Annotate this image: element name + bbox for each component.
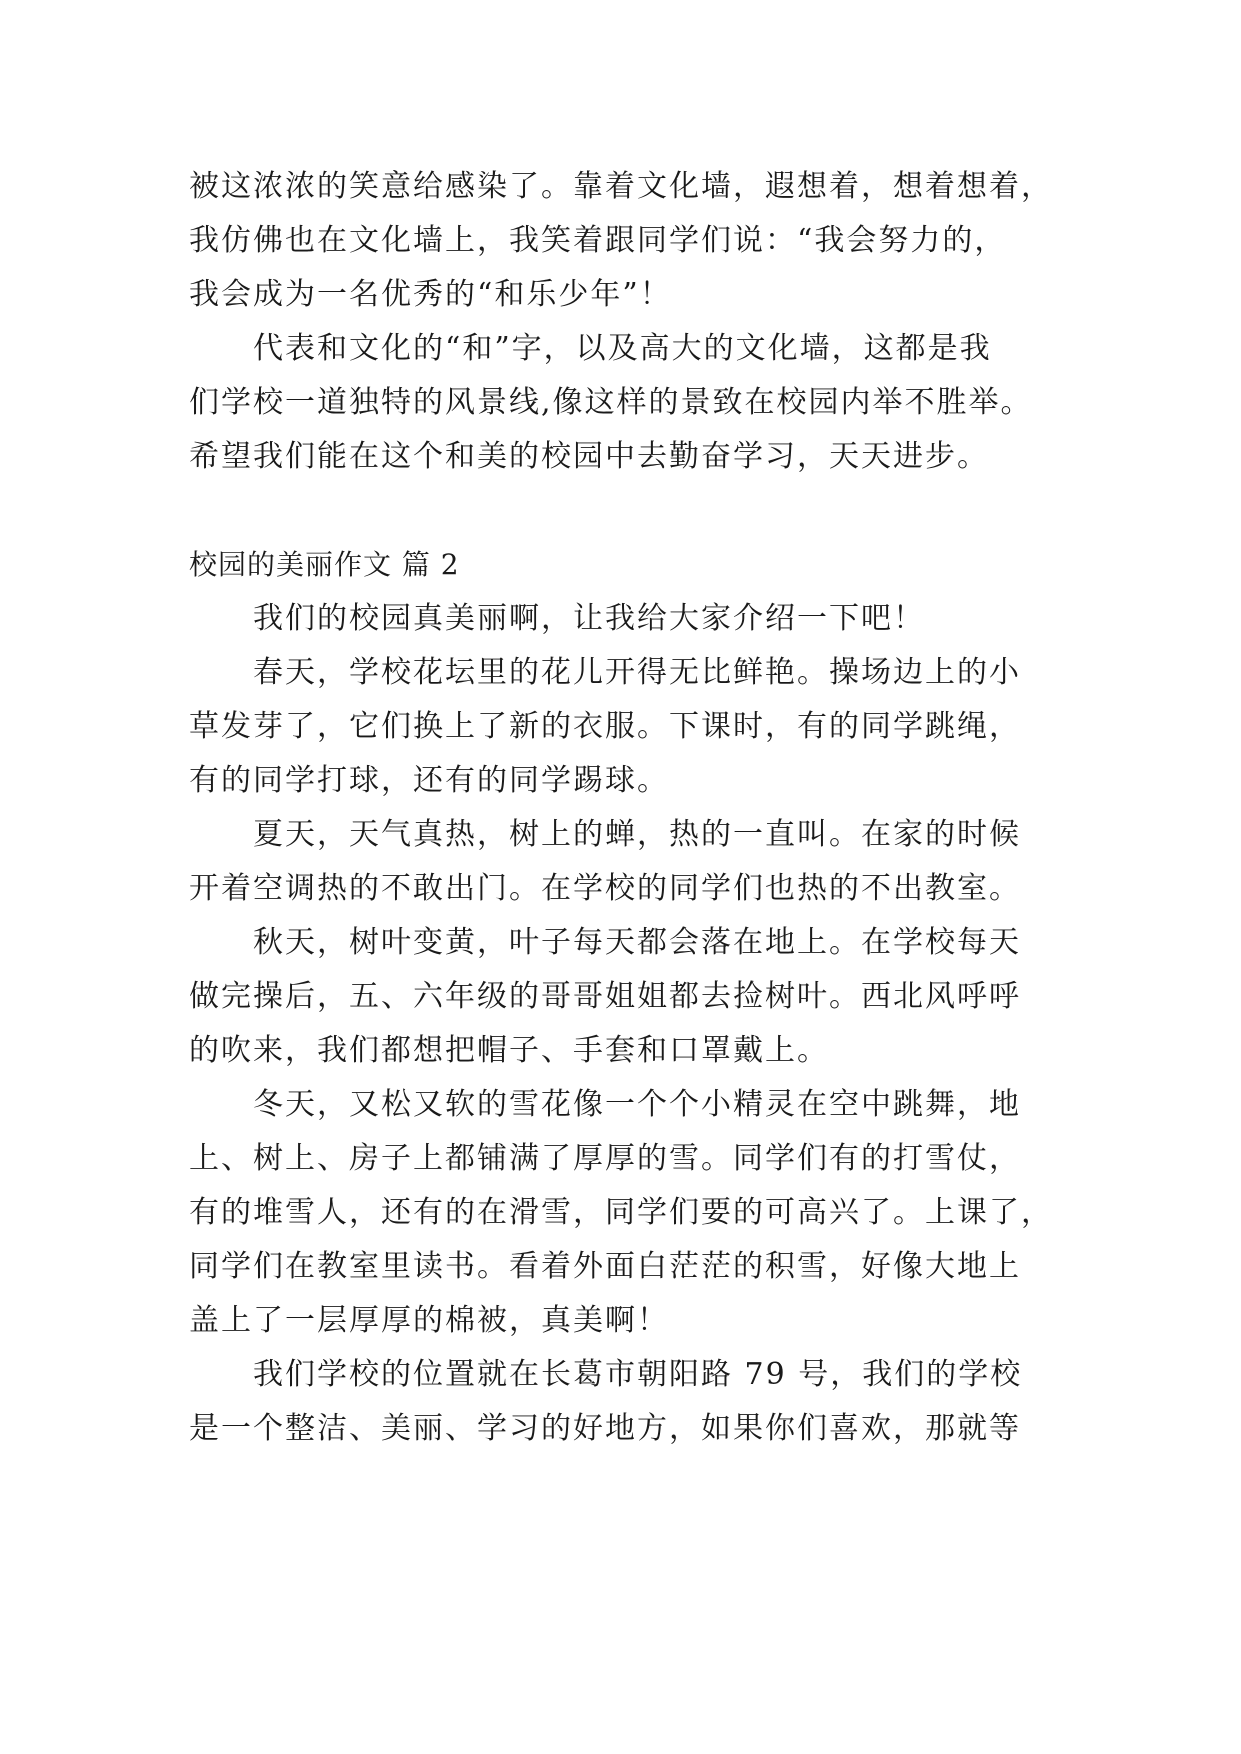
text-line: 冬天，又松又软的雪花像一个个小精灵在空中跳舞，地 xyxy=(253,1087,1021,1122)
text-line: 有的堆雪人，还有的在滑雪，同学们要的可高兴了。上课了， xyxy=(189,1195,1053,1230)
text-line: 春天，学校花坛里的花儿开得无比鲜艳。操场边上的小 xyxy=(253,655,1021,690)
text-line: 我会成为一名优秀的“和乐少年”！ xyxy=(189,277,672,312)
text-line: 的吹来，我们都想把帽子、手套和口罩戴上。 xyxy=(189,1033,829,1068)
text-line: 上、树上、房子上都铺满了厚厚的雪。同学们有的打雪仗， xyxy=(189,1141,1021,1176)
text-line: 盖上了一层厚厚的棉被，真美啊！ xyxy=(189,1303,669,1338)
text-line: 做完操后，五、六年级的哥哥姐姐都去捡树叶。西北风呼呼 xyxy=(189,979,1021,1014)
paragraph xyxy=(189,592,1069,646)
text-line: 有的同学打球，还有的同学踢球。 xyxy=(189,763,669,798)
text-line: 同学们在教室里读书。看着外面白茫茫的积雪，好像大地上 xyxy=(189,1249,1021,1284)
document-body xyxy=(189,160,1069,1456)
text-line: 希望我们能在这个和美的校园中去勤奋学习，天天进步。 xyxy=(189,439,989,474)
paragraph xyxy=(189,646,1069,808)
text-line: 被这浓浓的笑意给感染了。靠着文化墙，遐想着，想着想着， xyxy=(189,169,1053,204)
text-line: 我们学校的位置就在长葛市朝阳路 79 号，我们的学校 xyxy=(253,1357,1023,1392)
text-line: 秋天，树叶变黄，叶子每天都会落在地上。在学校每天 xyxy=(253,925,1021,960)
text-line: 开着空调热的不敢出门。在学校的同学们也热的不出教室。 xyxy=(189,871,1021,906)
paragraph xyxy=(189,322,1069,484)
text-line: 们学校一道独特的风景线,像这样的景致在校园内举不胜举。 xyxy=(189,385,1033,420)
paragraph xyxy=(189,808,1069,916)
paragraph xyxy=(189,1078,1069,1348)
text-line: 代表和文化的“和”字，以及高大的文化墙，这都是我 xyxy=(253,331,992,366)
text-line: 是一个整洁、美丽、学习的好地方，如果你们喜欢，那就等 xyxy=(189,1411,1021,1446)
text-line: 草发芽了，它们换上了新的衣服。下课时，有的同学跳绳， xyxy=(189,709,1021,744)
text-line: 我们的校园真美丽啊，让我给大家介绍一下吧！ xyxy=(253,601,925,636)
text-line: 夏天，天气真热，树上的蝉，热的一直叫。在家的时候 xyxy=(253,817,1021,852)
paragraph xyxy=(189,916,1069,1078)
section-title: 校园的美丽作文 篇 2 xyxy=(189,548,460,581)
text-line: 我仿佛也在文化墙上，我笑着跟同学们说：“我会努力的， xyxy=(189,223,1007,258)
section-gap xyxy=(189,484,1069,538)
paragraph xyxy=(189,160,1069,322)
paragraph xyxy=(189,1348,1069,1456)
